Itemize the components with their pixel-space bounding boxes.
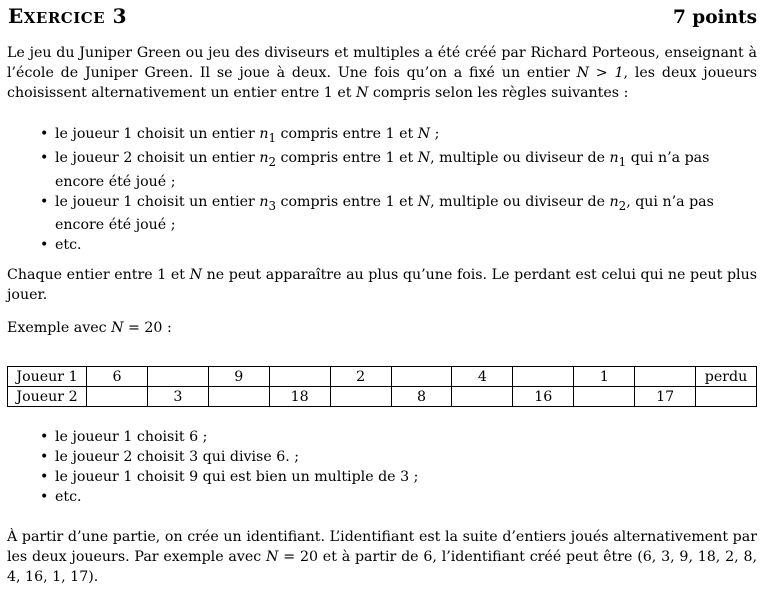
table-cell	[269, 367, 330, 387]
rule-text: le joueur 1 choisit un entier	[55, 126, 260, 142]
rule-math: n	[259, 149, 269, 166]
rule-subscript: 2	[618, 198, 627, 213]
intro-text-2b: , les deux joueurs choisissent	[7, 65, 757, 101]
example-item: • le joueur 2 choisit 3 qui divise 6. ;	[40, 447, 725, 467]
table-cell	[147, 367, 208, 387]
rule-math: N	[417, 126, 431, 142]
table-cell: 6	[87, 367, 148, 387]
rule-text: compris entre 1 et	[276, 126, 418, 142]
exercise-title	[8, 6, 127, 28]
rule-text: , qui n’a pas encore été joué ;	[55, 193, 714, 234]
table-cell: 3	[147, 387, 208, 407]
rule-math: n	[609, 149, 619, 166]
table-row	[8, 367, 757, 387]
game-table	[7, 366, 757, 407]
game-table-body	[8, 367, 757, 407]
title-smallcaps: XERCICE	[23, 9, 106, 27]
rule-text: qui n’a pas encore été joué ;	[55, 149, 710, 190]
rule-text: , multiple ou diviseur de	[430, 149, 610, 166]
rule-item	[40, 148, 725, 192]
intro-text-2a: l’école de Juniper Green. Il se joue à deux. Une fois qu’on a fixé un entier	[7, 65, 577, 81]
example-item: • le joueur 1 choisit 9 qui est bien un multiple de 3 ;	[40, 467, 725, 487]
intro-text-3b: compris selon les règles suivantes :	[368, 85, 629, 101]
rules-list	[40, 124, 725, 255]
rule-text: etc.	[55, 237, 82, 254]
intro-text-3a: alternativement un entier entre 1 et	[91, 85, 356, 101]
rule-paragraph	[7, 265, 757, 305]
final-text: = 20 et à partir de 6, l’identifiant créé peut être (6, 3, 9, 18, 2, 8, 4, 16, 1, 17).	[7, 549, 757, 585]
table-cell: 8	[391, 387, 452, 407]
intro-paragraph	[7, 43, 757, 103]
table-cell	[87, 387, 148, 407]
title-number: 3	[105, 4, 128, 28]
final-paragraph	[7, 527, 757, 587]
para-math: N	[189, 267, 203, 283]
table-cell	[391, 367, 452, 387]
rule-subscript: 3	[268, 198, 276, 213]
rule-subscript: 1	[618, 154, 627, 169]
para-text: Chaque entier entre 1 et	[7, 267, 190, 283]
rule-math: n	[259, 193, 269, 210]
player-label: Joueur 1	[8, 367, 87, 387]
example-text: Exemple avec	[7, 320, 112, 336]
table-row	[8, 387, 757, 407]
rule-math: n	[609, 193, 619, 210]
table-cell	[330, 387, 391, 407]
para-text: ne peut apparaître au plus qu’une fois. Le perdant est celui qui ne peut plus jouer.	[7, 267, 757, 303]
rule-text: ;	[430, 126, 440, 142]
table-cell	[574, 387, 635, 407]
rule-math: N	[417, 149, 431, 166]
final-text: À partir d’une partie, on crée un identifiant. L’identifiant est la suite d’entiers joués alternativement par les deux joueurs. Par exemple avec	[7, 529, 757, 565]
rule-math: n	[259, 126, 269, 142]
table-cell: 16	[513, 387, 574, 407]
rule-item	[40, 124, 725, 148]
exercise-header	[8, 6, 757, 32]
table-cell: 9	[208, 367, 269, 387]
rule-subscript: 1	[268, 130, 276, 145]
table-cell: 1	[574, 367, 635, 387]
rule-text: le joueur 1 choisit un entier	[55, 193, 260, 210]
table-cell	[208, 387, 269, 407]
rule-item	[40, 235, 725, 255]
example-item: • etc.	[40, 487, 725, 507]
example-intro	[7, 318, 757, 338]
table-cell: 18	[269, 387, 330, 407]
example-text: = 20 :	[123, 320, 172, 336]
player-label: Joueur 2	[8, 387, 87, 407]
intro-math-n-gt-1: N > 1	[576, 65, 624, 81]
rule-math: N	[417, 193, 431, 210]
table-cell	[452, 387, 513, 407]
table-cell: perdu	[696, 367, 757, 387]
rule-subscript: 2	[268, 154, 276, 169]
intro-math-n: N	[355, 85, 369, 101]
table-cell	[513, 367, 574, 387]
example-math: N	[111, 320, 124, 336]
example-item: • le joueur 1 choisit 6 ;	[40, 427, 725, 447]
table-cell	[635, 367, 696, 387]
table-cell: 2	[330, 367, 391, 387]
rule-text: compris entre 1 et	[276, 149, 418, 166]
table-cell: 4	[452, 367, 513, 387]
rule-text: compris entre 1 et	[276, 193, 418, 210]
intro-text-1: Le jeu du Juniper Green ou jeu des diviseurs et multiples a été créé par Richard Porteous, enseignant à	[7, 45, 757, 61]
table-cell: 17	[635, 387, 696, 407]
final-math: N	[266, 549, 279, 565]
example-list	[40, 427, 725, 507]
rule-text: le joueur 2 choisit un entier	[55, 149, 260, 166]
points-label: 7 points	[672, 7, 757, 28]
rule-item	[40, 192, 725, 236]
table-cell	[696, 387, 757, 407]
rule-text: , multiple ou diviseur de	[430, 193, 610, 210]
title-initial: E	[8, 4, 24, 28]
